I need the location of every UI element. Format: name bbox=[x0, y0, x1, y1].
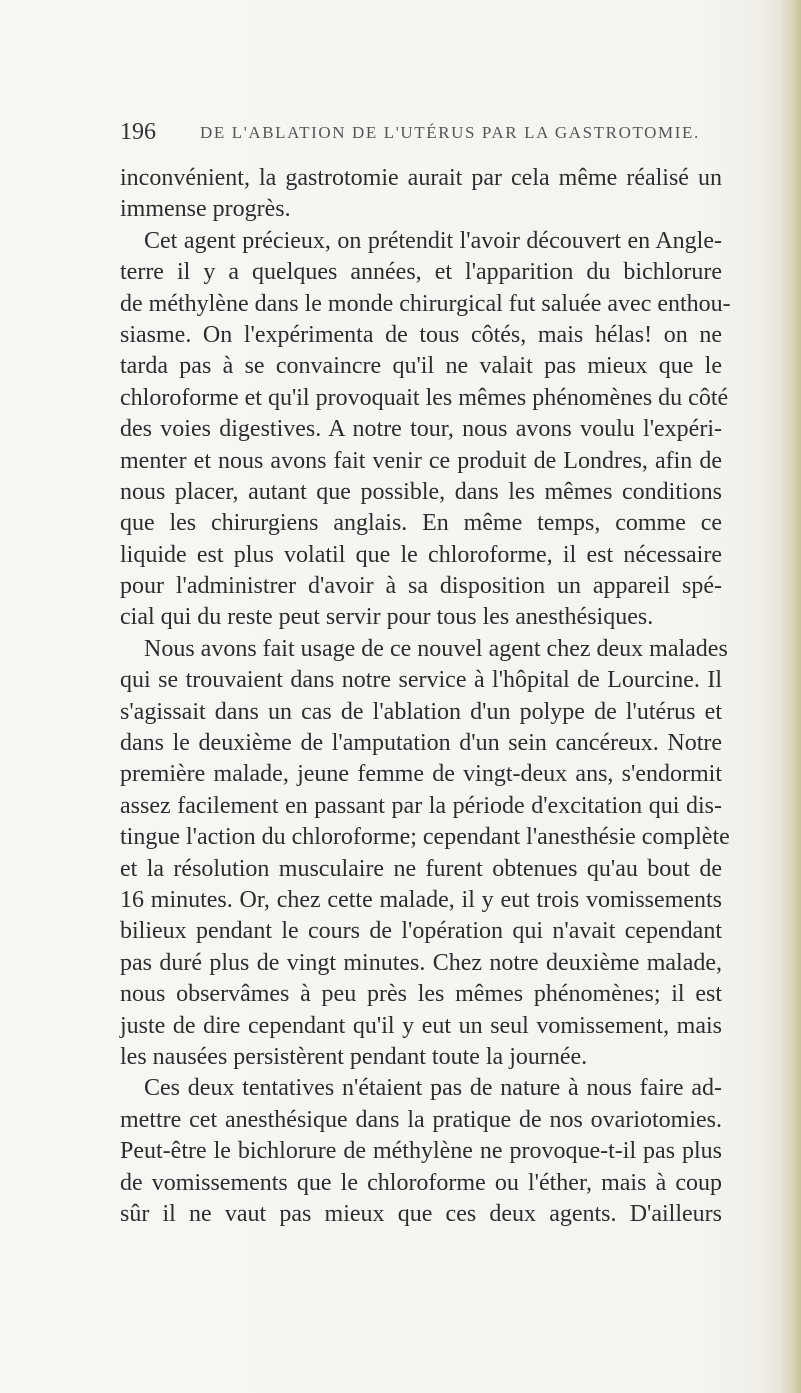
text-line: immense progrès. bbox=[120, 196, 291, 223]
text-line: Cet agent précieux, on prétendit l'avoir découvert en Angle- bbox=[144, 227, 722, 254]
text-line: menter et nous avons fait venir ce produit de Londres, afin de bbox=[120, 447, 722, 474]
body-text bbox=[120, 163, 731, 1230]
text-line: nous observâmes à peu près les mêmes phénomènes; il est bbox=[120, 981, 722, 1008]
text-line: juste de dire cependant qu'il y eut un seul vomissement, mais bbox=[120, 1012, 722, 1039]
text-line: inconvénient, la gastrotomie aurait par cela même réalisé un bbox=[120, 165, 722, 191]
text-line: qui se trouvaient dans notre service à l'hôpital de Lourcine. Il bbox=[120, 667, 722, 694]
text-line: mettre cet anesthésique dans la pratique de nos ovariotomies. bbox=[120, 1106, 722, 1133]
text-line: et la résolution musculaire ne furent obtenues qu'au bout de bbox=[120, 855, 722, 882]
text-line: siasme. On l'expérimenta de tous côtés, mais hélas! on ne bbox=[120, 321, 722, 348]
text-line: pour l'administrer d'avoir à sa disposition un appareil spé- bbox=[120, 573, 722, 600]
text-line: les nausées persistèrent pendant toute la journée. bbox=[120, 1043, 588, 1070]
running-title: DE L'ABLATION DE L'UTÉRUS PAR LA GASTROTOMIE. bbox=[200, 123, 700, 142]
page-number: 196 bbox=[120, 119, 156, 145]
text-line: de vomissements que le chloroforme ou l'éther, mais à coup bbox=[120, 1169, 722, 1196]
text-line: dans le deuxième de l'amputation d'un sein cancéreux. Notre bbox=[120, 730, 722, 757]
text-line: nous placer, autant que possible, dans les mêmes conditions bbox=[120, 478, 722, 505]
text-line: de méthylène dans le monde chirurgical fut saluée avec enthou- bbox=[120, 290, 731, 317]
page-edge-shadow bbox=[779, 0, 801, 1393]
text-line: première malade, jeune femme de vingt-deux ans, s'endormit bbox=[120, 761, 722, 788]
text-line: Peut-être le bichlorure de méthylène ne provoque-t-il pas plus bbox=[120, 1138, 722, 1165]
text-line: tingue l'action du chloroforme; cependant l'anesthésie complète bbox=[120, 824, 730, 851]
text-line: cial qui du reste peut servir pour tous les anesthésiques. bbox=[120, 604, 654, 631]
page-header bbox=[120, 118, 720, 146]
text-line: terre il y a quelques années, et l'apparition du bichlorure bbox=[120, 259, 722, 286]
text-line: des voies digestives. A notre tour, nous avons voulu l'expéri- bbox=[120, 416, 722, 443]
text-line: tarda pas à se convaincre qu'il ne valait pas mieux que le bbox=[120, 353, 722, 380]
text-line: pas duré plus de vingt minutes. Chez notre deuxième malade, bbox=[120, 949, 722, 976]
text-line: Ces deux tentatives n'étaient pas de nature à nous faire ad- bbox=[144, 1075, 722, 1102]
text-line: s'agissait dans un cas de l'ablation d'un polype de l'utérus et bbox=[120, 698, 722, 725]
text-line: chloroforme et qu'il provoquait les mêmes phénomènes du côté bbox=[120, 384, 729, 411]
text-line: sûr il ne vaut pas mieux que ces deux agents. D'ailleurs bbox=[120, 1200, 722, 1227]
text-line: bilieux pendant le cours de l'opération qui n'avait cependant bbox=[120, 918, 722, 945]
text-line: assez facilement en passant par la période d'excitation qui dis- bbox=[120, 792, 722, 819]
text-line: que les chirurgiens anglais. En même temps, comme ce bbox=[120, 510, 722, 537]
text-line: 16 minutes. Or, chez cette malade, il y eut trois vomissements bbox=[120, 886, 722, 913]
text-line: liquide est plus volatil que le chloroforme, il est nécessaire bbox=[120, 541, 722, 568]
text-line: Nous avons fait usage de ce nouvel agent chez deux malades bbox=[144, 635, 728, 662]
